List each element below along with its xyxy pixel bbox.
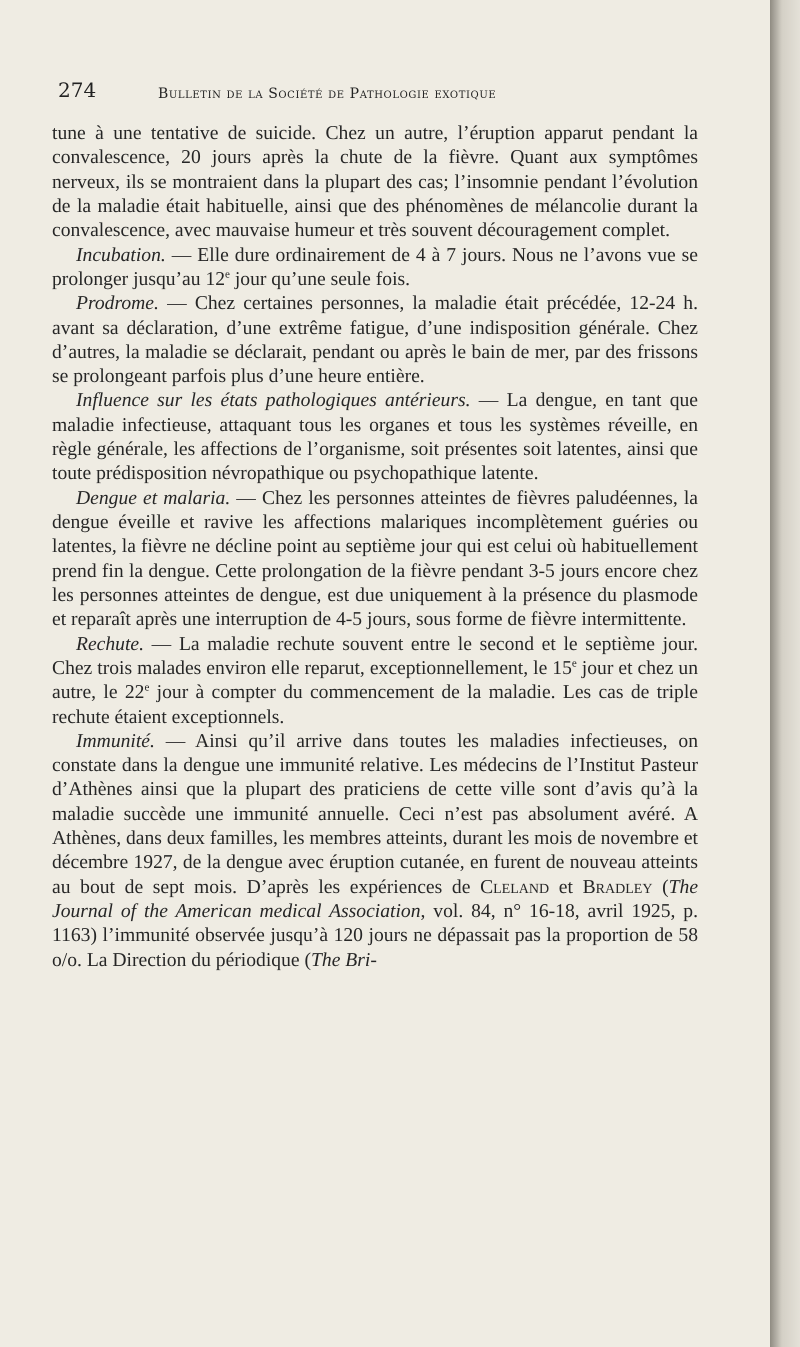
book-gutter — [770, 0, 800, 1347]
paragraph-text: — Chez certaines personnes, la maladie était précédée, 12-24 h. avant sa déclaration, d’une extrême fatigue, d’une indisposition générale. Chez d’autres, la maladie se déclarait, pendant ou après le bain de mer, par des frissons se prolongeant parfois plus d’une heure entière. — [52, 293, 698, 388]
paragraph-incubation — [52, 244, 698, 293]
paragraph-symptoms — [52, 122, 698, 244]
paragraph-text: — Elle dure ordinairement de 4 à 7 jours. Nous ne l’avons vue se prolonger jusqu’au 12 — [52, 244, 698, 290]
paragraph-text: — Ainsi qu’il arrive dans toutes les maladies infectieuses, on constate dans la dengue une immunité relative. Les médecins de l’Institut Pasteur d’Athènes ainsi que la plupart des praticiens de cette ville sont d’avis qu’à la maladie succède une immunité annuelle. Ceci n’est pas absolument avéré. A Athènes, dans deux familles, les membres atteints, durant les mois de novembre et décembre 1927, de la dengue avec éruption cutanée, en furent de nouveau atteints au bout de sept mois. D’après les expériences de — [52, 730, 698, 898]
page-number: 274 — [58, 78, 97, 102]
paragraph-text: — Chez les personnes atteintes de fièvres paludéennes, la dengue éveille et ravive les affections malariques incomplètement guéries ou latentes, la fièvre ne décline point au septième jour qui est celui où habituellement prend fin la dengue. Cette prolongation de la fièvre pendant 3-5 jours encore chez les personnes atteintes de dengue, est due uniquement à la présence du plasmode et reparaît après une interruption de 4-5 jours, sous forme de fièvre intermittente. — [52, 487, 698, 631]
paragraph-text: et — [549, 876, 583, 898]
running-title: Bulletin de la Société de Pathologie exotique — [158, 86, 497, 102]
paragraph-rechute — [52, 633, 698, 730]
journal-title: The Journal of the American medical Association — [52, 876, 699, 922]
section-heading-incubation: Incubation. — [76, 244, 166, 266]
author-name: Cleland — [480, 876, 550, 898]
paragraph-text: — La dengue, en tant que maladie infectieuse, attaquant tous les organes et tous les systèmes réveille, en règle générale, les affections de l’organisme, soit présentes soit latentes, ainsi que toute prédisposition névropathique ou psychopathique latente. — [52, 390, 698, 485]
section-heading-prodrome: Prodrome. — [76, 293, 159, 315]
paragraph-text: tune à une tentative de suicide. Chez un autre, l’éruption apparut pendant la convalescence, 20 jours après la chute de la fièvre. Quant aux symptômes nerveux, ils se montraient dans la plupart des cas; l’insomnie pendant l’évolution de la maladie était habituelle, ainsi que des phénomènes de mélancolie durant la convalescence, avec mauvaise humeur et très souvent découragement complet. — [52, 123, 698, 242]
superscript: e — [571, 657, 577, 670]
section-heading-dengue-malaria: Dengue et malaria. — [76, 487, 231, 509]
paragraph-text: ( — [652, 876, 669, 898]
superscript: e — [144, 681, 150, 694]
paragraph-prodrome — [52, 292, 698, 389]
author-name: Bradley — [582, 876, 653, 898]
paragraph-dengue-malaria — [52, 487, 698, 633]
paragraph-immunite — [52, 730, 698, 973]
paragraph-text: jour qu’une seule fois. — [229, 268, 411, 290]
journal-title: The Bri- — [311, 949, 377, 971]
paragraph-text: , vol. 84, n° 16-18, avril 1925, p. 1163) l’immunité observée jusqu’à 120 jours ne dépassait pas la proportion de 58 o/o. La Direction du périodique ( — [52, 901, 698, 971]
paragraph-text: jour à compter du commencement de la maladie. Les cas de triple rechute étaient exceptionnels. — [52, 682, 698, 728]
section-heading-immunite: Immunité. — [76, 730, 155, 752]
paragraph-text: jour et chez un autre, le 22 — [52, 657, 699, 704]
body-text — [52, 122, 698, 973]
paragraph-text: — La maladie rechute souvent entre le second et le septième jour. Chez trois malades environ elle reparut, exceptionnellement, le 15 — [52, 633, 698, 679]
superscript: e — [225, 268, 230, 281]
paragraph-influence — [52, 389, 698, 486]
section-heading-rechute: Rechute. — [76, 633, 144, 655]
section-heading-influence: Influence sur les états pathologiques antérieurs. — [76, 390, 471, 412]
